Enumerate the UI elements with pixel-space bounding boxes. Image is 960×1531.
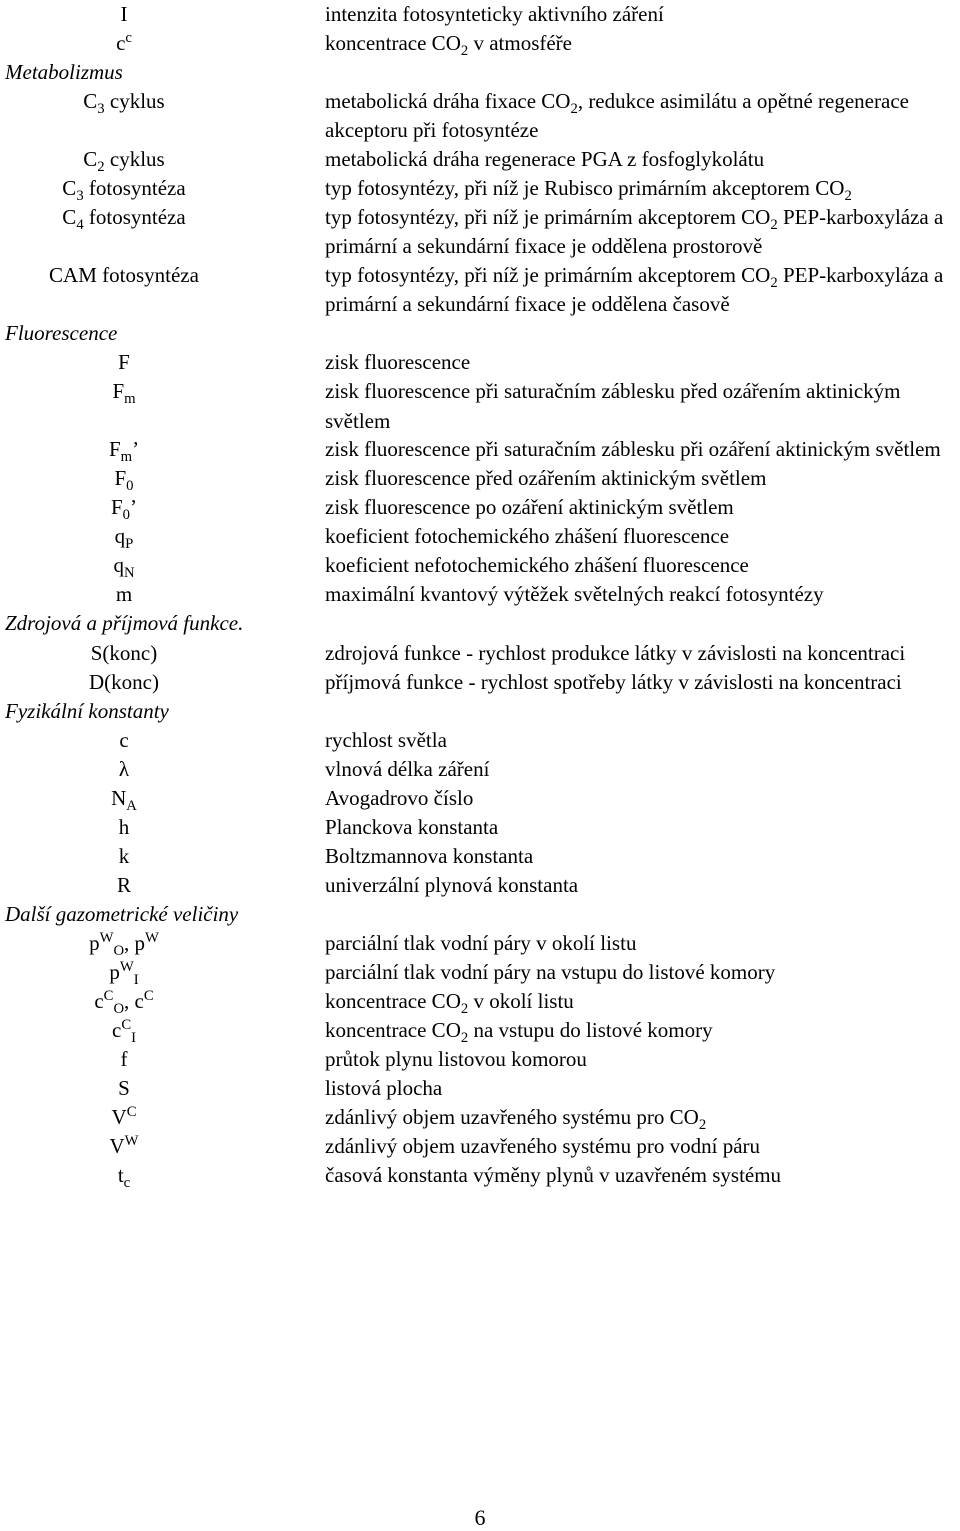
symbol-description: listová plocha — [325, 1076, 443, 1101]
symbol-row — [0, 726, 960, 755]
symbol: c — [119, 727, 129, 752]
symbol-description: zdánlivý objem uzavřeného systému pro $CO_2$ — [325, 1105, 707, 1134]
symbol-row — [0, 1132, 960, 1161]
symbol-description: maximální kvantový výtěžek světelných reakcí fotosyntézy — [325, 582, 824, 607]
symbol: $c^c$ — [116, 30, 132, 55]
symbol-row — [0, 377, 960, 435]
symbol-description: Avogadrovo číslo — [325, 785, 474, 810]
symbol-row — [0, 464, 960, 493]
section-heading: Metabolizmus — [5, 60, 123, 84]
symbol-description: parciální tlak vodní páry na vstupu do listové komory — [325, 960, 776, 985]
symbol: $F_m$ — [112, 379, 136, 408]
symbol-row — [0, 551, 960, 580]
symbol-description: metabolická dráha regenerace PGA z fosfoglykolátu — [325, 147, 765, 172]
symbol-description: zisk fluorescence při saturačním záblesku před ozářením aktinickým světlem — [325, 379, 901, 433]
symbol-description: Planckova konstanta — [325, 814, 499, 839]
symbol-row — [0, 1045, 960, 1074]
symbol: $C_4$ fotosyntéza — [62, 205, 186, 234]
symbol-description: koncentrace $CO_2$ v atmosféře — [325, 31, 572, 60]
symbol-row — [0, 987, 960, 1016]
symbol-description: koncentrace $CO_2$ na vstupu do listové komory — [325, 1018, 713, 1047]
symbol-row — [0, 174, 960, 203]
symbol: $N_A$ — [111, 785, 137, 814]
symbol: $p^W_I$ — [109, 959, 139, 989]
symbol-row — [0, 1161, 960, 1190]
symbol-description: typ fotosyntézy, při níž je primárním akceptorem $CO_2$ PEP-karboxyláza a primární a sekundární fixace je oddělena časově — [325, 263, 944, 317]
section-heading: Fluorescence — [5, 321, 118, 346]
symbol-row — [0, 348, 960, 377]
symbol-description: typ fotosyntézy, při níž je primárním akceptorem $CO_2$ PEP-karboxyláza a primární a sekundární fixace je oddělena prostorově — [325, 205, 944, 259]
symbol-description: rychlost světla — [325, 727, 447, 752]
symbol-row — [0, 871, 960, 900]
symbol-description: parciální tlak vodní páry v okolí listu — [325, 931, 637, 956]
symbol-row — [0, 929, 960, 958]
symbol-row — [0, 0, 960, 29]
symbol: λ — [118, 756, 130, 781]
symbol-row — [0, 203, 960, 261]
symbol-description: Boltzmannova konstanta — [325, 843, 534, 868]
section-heading: Zdrojová a příjmová funkce. — [5, 611, 244, 636]
symbol: $q_P$ — [114, 524, 134, 553]
symbol: R — [116, 872, 131, 897]
symbol-row — [0, 580, 960, 609]
page-number: 6 — [474, 1505, 486, 1530]
symbol: CAM fotosyntéza — [49, 263, 199, 288]
symbol-row — [0, 1016, 960, 1045]
symbol-row — [0, 958, 960, 987]
symbol-description: koncentrace $CO_2$ v okolí listu — [325, 989, 574, 1018]
symbol-description: zdrojová funkce - rychlost produkce látky v závislosti na koncentraci — [325, 640, 906, 665]
symbol-description: koeficient fotochemického zhášení fluorescence — [325, 524, 730, 549]
symbol: $F_0$ — [114, 466, 134, 495]
symbol-row — [0, 639, 960, 668]
symbol: $C_2$ cyklus — [83, 147, 165, 176]
symbol-row — [0, 261, 960, 319]
symbol: f — [120, 1047, 128, 1072]
symbol-row — [0, 493, 960, 522]
symbol: $C_3$ cyklus — [83, 89, 165, 118]
symbol: m — [115, 582, 133, 607]
symbol-description: intenzita fotosynteticky aktivního záření — [325, 2, 664, 26]
symbol-row — [0, 29, 960, 58]
symbol-description: příjmová funkce - rychlost spotřeby látky v závislosti na koncentraci — [325, 669, 902, 694]
symbol-description: typ fotosyntézy, při níž je Rubisco primárním akceptorem $CO_2$ — [325, 176, 852, 205]
symbol-row — [0, 842, 960, 871]
symbol-row — [0, 755, 960, 784]
symbol: $p^W_O$, $p^W$ — [89, 930, 159, 960]
symbol: S — [118, 1076, 130, 1101]
symbol-description: zisk fluorescence před ozářením aktinickým světlem — [325, 466, 767, 491]
symbol-row — [0, 145, 960, 174]
section-heading: Další gazometrické veličiny — [5, 901, 239, 926]
symbol-row — [0, 784, 960, 813]
symbol-description: zisk fluorescence po ozáření aktinickým světlem — [325, 495, 734, 520]
symbol: D(konc) — [89, 669, 159, 694]
symbol: F — [118, 350, 130, 375]
symbol-description: zisk fluorescence při saturačním záblesku při ozáření aktinickým světlem — [325, 437, 941, 462]
symbol: $F_0$’ — [110, 495, 138, 524]
symbol-row — [0, 435, 960, 464]
symbol: $q_N$ — [113, 553, 135, 582]
section-heading: Fyzikální konstanty — [5, 698, 169, 723]
symbol-description: vlnová délka záření — [325, 756, 490, 781]
symbol: $C_3$ fotosyntéza — [62, 176, 186, 205]
symbol: $t_c$ — [117, 1163, 131, 1192]
symbol-row — [0, 813, 960, 842]
symbol: $V^C$ — [111, 1104, 137, 1130]
symbol-description: zdánlivý objem uzavřeného systému pro vodní páru — [325, 1134, 761, 1159]
symbol: I — [120, 2, 128, 26]
symbol: $V^W$ — [109, 1133, 139, 1159]
symbol-description: univerzální plynová konstanta — [325, 872, 579, 897]
symbol-row — [0, 1103, 960, 1132]
symbol: S(konc) — [90, 640, 158, 665]
symbol-description: průtok plynu listovou komorou — [325, 1047, 587, 1072]
symbol: $c^C_I$ — [111, 1017, 137, 1047]
symbol-row — [0, 1074, 960, 1103]
symbol-description: koeficient nefotochemického zhášení fluorescence — [325, 553, 749, 578]
symbol-description: zisk fluorescence — [325, 350, 471, 375]
symbol-description: metabolická dráha fixace $CO_2$, redukce asimilátu a opětné regenerace akceptoru při fotosyntéze — [325, 89, 909, 143]
symbol: $c^C_O$, $c^C$ — [94, 988, 154, 1018]
symbol-row — [0, 522, 960, 551]
symbol-row — [0, 668, 960, 697]
symbol: $F_m$’ — [108, 437, 140, 466]
symbol-row — [0, 87, 960, 145]
symbol: h — [118, 814, 130, 839]
symbol: k — [118, 843, 130, 868]
symbol-description: časová konstanta výměny plynů v uzavřeném systému — [325, 1163, 782, 1188]
